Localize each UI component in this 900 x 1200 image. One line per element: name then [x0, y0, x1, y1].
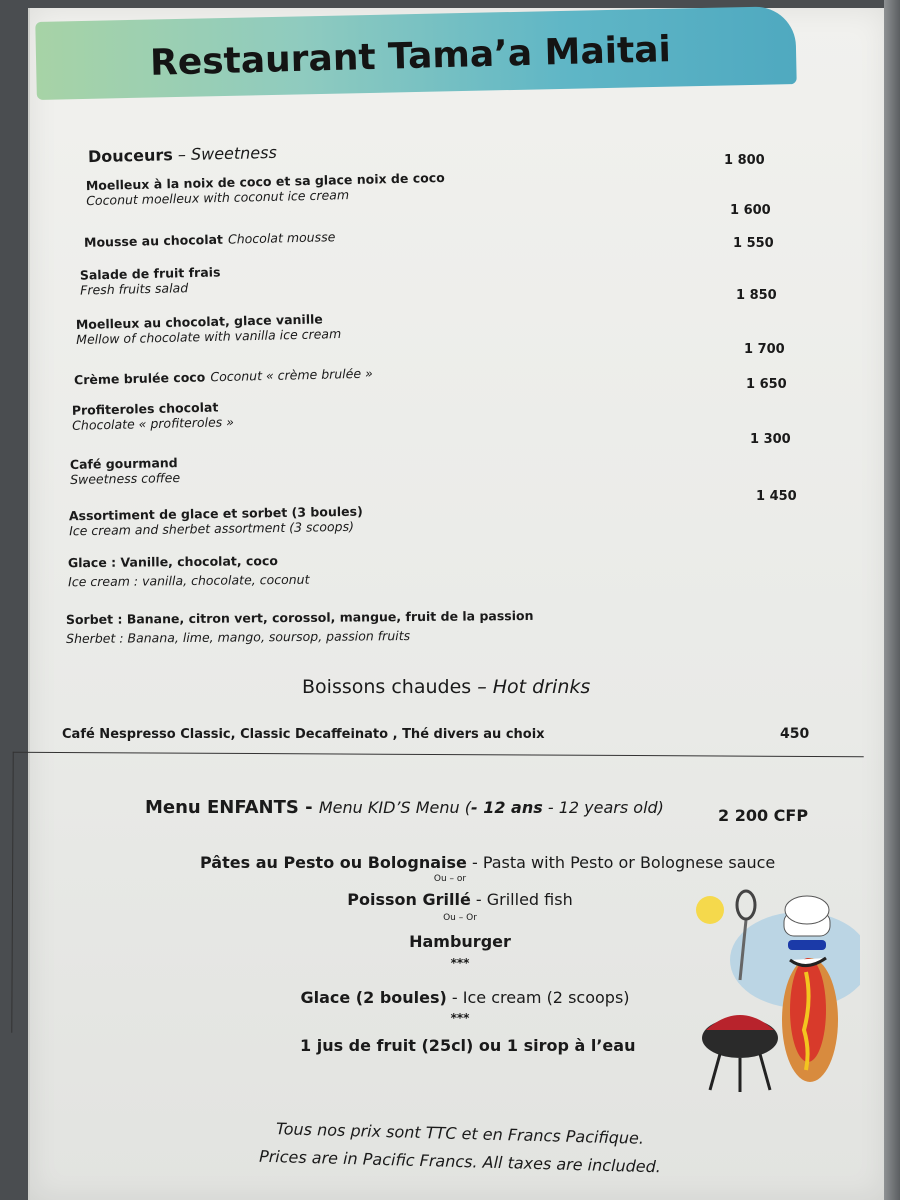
kids-line-icecream-en: - Ice cream (2 scoops) [446, 988, 630, 1007]
dessert-price: 1 300 [750, 432, 791, 447]
kids-line-drink [300, 1036, 636, 1055]
kids-line-pasta-en: - Pasta with Pesto or Bolognese sauce [466, 853, 776, 872]
kids-stars-separator: *** [450, 956, 470, 970]
hot-drinks-item: Café Nespresso Classic, Classic Decaffeinato , Thé divers au choix [62, 727, 545, 742]
dessert-item-fr: Profiteroles chocolat [71, 399, 219, 418]
kids-heading-dash: - [298, 797, 319, 818]
dessert-item-fr: Café gourmand [69, 455, 178, 472]
dessert-item-fr: Moelleux au chocolat, glace vanille [75, 311, 323, 333]
kids-line-fish-en: - Grilled fish [470, 890, 573, 909]
dessert-item-en: Sherbet : Banana, lime, mango, soursop, passion fruits [66, 628, 411, 647]
menu-holder-edge [884, 0, 900, 1200]
hot-drinks-heading-fr: Boissons chaudes [302, 676, 472, 698]
dessert-price: 1 550 [733, 236, 774, 251]
dessert-item-fr: Glace : Vanille, chocolat, coco [67, 553, 278, 571]
footer-fr: Tous nos prix sont TTC et en Francs Pacifique. [275, 1119, 645, 1148]
dessert-price: 1 450 [756, 489, 797, 504]
kids-line-fish-fr: Poisson Grillé [347, 890, 471, 909]
kids-line-hamburger-text: Hamburger [409, 932, 511, 951]
kids-line-pasta [200, 853, 776, 872]
hot-drinks-heading-separator: – [471, 676, 493, 698]
kids-heading-end: - 12 years old) [542, 798, 664, 817]
hot-drinks-heading-en: Hot drinks [492, 676, 591, 698]
dessert-item-fr: Crème brulée coco [73, 369, 206, 388]
dessert-item [80, 264, 221, 297]
dessert-item-en: Mellow of chocolate with vanilla ice cream [76, 325, 342, 348]
hot-drinks-heading [302, 676, 590, 698]
dessert-item-en: Chocolat mousse [227, 229, 336, 247]
desserts-heading-separator: – [172, 144, 192, 165]
dessert-price: 1 850 [736, 288, 777, 303]
kids-menu-price: 2 200 CFP [718, 806, 809, 825]
desserts-heading-en: Sweetness [190, 142, 278, 164]
dessert-item-fr: Assortiment de glace et sorbet (3 boules) [68, 503, 363, 524]
dessert-price: 1 600 [730, 203, 771, 218]
kids-heading-fr: Menu ENFANTS [145, 797, 299, 818]
dessert-item [70, 455, 180, 487]
kids-heading-en: Menu KID’S Menu ( [318, 798, 471, 817]
dessert-item [66, 608, 534, 646]
restaurant-title: Restaurant Tama’a Maitai [149, 29, 672, 84]
dessert-price: 1 800 [724, 153, 765, 168]
dessert-item-en: Fresh fruits salad [80, 280, 189, 298]
kids-menu-heading [145, 797, 664, 818]
dessert-item [76, 311, 342, 347]
hot-drinks-price: 450 [780, 726, 810, 742]
dessert-item-fr: Moelleux à la noix de coco et sa glace noix de coco [85, 169, 445, 194]
dessert-item-en: Ice cream : vanilla, chocolate, coconut [68, 571, 310, 590]
dessert-item-en: Sweetness coffee [70, 470, 181, 487]
kids-line-pasta-fr: Pâtes au Pesto ou Bolognaise [200, 853, 467, 872]
kids-line-hamburger [360, 932, 560, 951]
dessert-item [72, 399, 234, 433]
dessert-item-fr: Salade de fruit frais [79, 264, 221, 283]
dessert-item-en: Coconut « crème brulée » [210, 365, 373, 385]
hotdog-chef-icon [680, 880, 860, 1100]
dessert-item [68, 553, 310, 590]
kids-or-separator: Ou – Or [443, 913, 477, 923]
dessert-item-en: Coconut moelleux with coconut ice cream [86, 187, 350, 209]
dessert-item-en: Chocolate « profiteroles » [72, 414, 235, 433]
kids-heading-age: - 12 ans [471, 798, 543, 817]
dessert-price: 1 650 [746, 377, 787, 392]
kids-line-icecream-fr: Glace (2 boules) [300, 988, 447, 1007]
dessert-item-fr: Sorbet : Banane, citron vert, corossol, mangue, fruit de la passion [65, 607, 534, 628]
desserts-heading-fr: Douceurs [87, 145, 174, 167]
dessert-item [69, 504, 363, 539]
dessert-item-fr: Mousse au chocolat [83, 231, 224, 250]
kids-line-icecream [300, 988, 630, 1007]
footer-en: Prices are in Pacific Francs. All taxes are included. [258, 1146, 662, 1177]
kids-stars-separator: *** [450, 1011, 470, 1025]
dessert-item-en: Ice cream and sherbet assortment (3 scoops) [69, 518, 355, 539]
kids-or-separator: Ou – or [433, 874, 467, 884]
kids-line-fish [300, 890, 620, 909]
dessert-price: 1 700 [744, 342, 785, 357]
kids-line-drink-text: 1 jus de fruit (25cl) ou 1 sirop à l’eau [300, 1036, 636, 1055]
